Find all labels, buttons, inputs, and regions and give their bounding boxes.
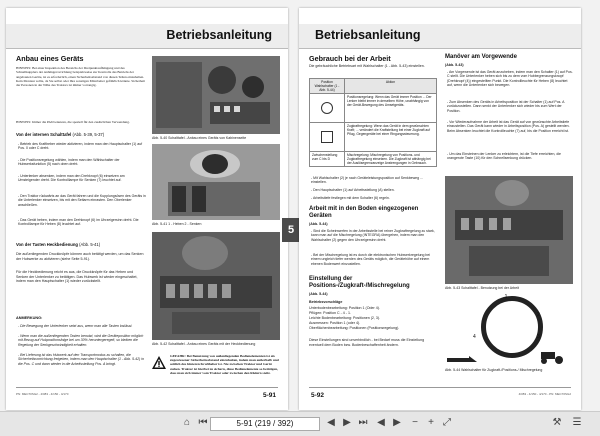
figure-work-panel: [445, 176, 573, 284]
next-page-button[interactable]: ▶: [343, 417, 351, 428]
mode-table: [309, 78, 437, 167]
bullet-item: - Arbeitstiefe festlegen mit dem Schalter (6) regeln.: [311, 196, 390, 200]
notes-title: ANMERKUNG:: [16, 316, 43, 320]
note-item: - Bei Lieferung ist das Hubwerk auf den Transportmodus zu schalten, die Sicherheitsvorrichtung freigeben, indem man den Hauptschalter (1 - Abb. 5-42) in die Pos. C und dann wieder in die Arbeitsstellung Pos. A bringt.: [18, 353, 144, 366]
header-title: Betriebsanleitung: [315, 28, 421, 42]
figure-rear-control: [152, 232, 280, 340]
mode-dial: [481, 296, 543, 358]
warning-text: [170, 354, 280, 375]
last-page-button[interactable]: ⏭: [358, 417, 368, 428]
settings-title: Betriebsvorschläge: [309, 300, 343, 304]
figure-lift-buttons: [152, 144, 280, 220]
bullet-text: Zum Absenken des Geräts in Arbeitsposition ist der Schalter (1) auf Pos. A zurückzustellen. Dann senkt der Unterlenker sich wieder bis zum Wert der Position.: [447, 100, 565, 113]
bullet-text: Das Gerät heben, indem man den Drehknopf (6) im Uhrzeigersinn dreht. Die Kontrolllampe für Heben (8) leuchtet auf.: [18, 218, 139, 227]
home-button[interactable]: ⌂: [183, 417, 191, 428]
table-cell: Zugkraftregelung: Wenn das Gerät in dem gewünschten Kraft; ... verändert die Kraftstellung bei einer Zugkraft auf Pflug, Gegengeräte bei einer Ringungssteuerung.: [345, 123, 437, 152]
figure-caption: Abb. 5-42 Schalttafel - Anbau eines Geräts mit der Heckbedienung: [152, 342, 256, 346]
table-row: [310, 94, 437, 123]
bullet-item: - Das Gerät heben, indem man den Drehknopf (6) im Uhrzeigersinn dreht. Die Kontrolllampe für Heben (8) leuchtet auf.: [18, 218, 139, 227]
dial-label: 2: [537, 312, 540, 318]
zoom-in-button[interactable]: +: [428, 417, 434, 428]
dial-label: 4: [473, 334, 476, 340]
figure-mode-dial: [445, 294, 573, 366]
bullet-item: - Am Vorgewende ist das Gerät anzuheben, indem man den Schalter (1) auf Pos. C stellt. Die Unterlenker heben sich bis zu dem vom Hubbegrenzungsknopf (Drehknopf (4)) eingestellten Punkt. Die Kontrollleuchte für Heben (8) leuchtet auf, wenn die Unterlenker sich bewegen.: [447, 70, 573, 88]
bullet-text: Vor Wiederaufnahme der Arbeit ist das Gerät auf von gewünschte Arbeitstiefe einzustellen. Das Gerät kann wieder in Arbeitsposition (Pos. A) gestellt werden. Beim Absenken leuchtet die Kontrollleuchte (7) auf, bis die Position erreicht ist.: [447, 120, 570, 133]
footer-rule: [16, 387, 278, 388]
chapter-tab: 5: [282, 218, 300, 242]
position-a-icon: [321, 102, 333, 114]
table-cell: [310, 94, 345, 123]
section-ref: (Abb. 5-44): [309, 222, 328, 226]
page-indicator[interactable]: 5-91 (219 / 392): [210, 417, 320, 431]
tractor-icon: [537, 350, 567, 364]
subheading-rear-control: [16, 242, 100, 247]
note-text: Die Bewegung der Unterlenker setzt aus, wenn man alle Tasten loslässt.: [20, 324, 133, 328]
bullet-item: - Mit Wahlschalter (2) je nach Geräteleistungsposition auf Senkbeweg ... einstellen.: [311, 176, 423, 185]
position-b-icon: [321, 131, 333, 143]
header-title: Betriebsanleitung: [166, 28, 272, 42]
subheading-text: Von der internen Schalttafel: [16, 132, 72, 137]
note-item: - Wenn man die außenliegenden Tasten benutzt, wird die Geräteposition möglich mit Bezug auf Hubpositionsfolge bei um 30% heruntergeregelt, so bleiben die Regelung der Senkgeschwindigkeit erhalten.: [18, 334, 144, 347]
paragraph: Für die Heckbedienung reicht es aus, die Druckknöpfe für das Heben und Senken der Unterlenker zu betätigen. Das Hubwerk ist wieder eingeschaltet, indem man den Hauptschalter (1) wieder zurückstellt.: [16, 270, 138, 283]
table-cell: Positionsregelung: Wenn das Gerät immer Position ... Der Lenker bleibt immer in derselben Höhe, unabhängig von der Gerät-Bewegung des Umsetgeräts.: [345, 94, 437, 123]
fullscreen-button[interactable]: ⤢: [443, 417, 451, 428]
bullet-item: - Den Hauptschalter (1) auf Arbeitsstellung (A) stellen.: [311, 188, 395, 192]
bullet-text: Am Vorgewende ist das Gerät anzuheben, indem man den Schalter (1) auf Pos. C stellt. Die Unterlenker heben sich bis zu dem vom Hubbegrenzungsknopf (Drehknopf (4)) eingestellten Punkt. Die Kontrollleuchte für Heben (8) leuchtet auf, wenn die Unterlenker sich bewegen.: [447, 70, 573, 88]
hint-paragraph-1: HINWEIS: Bei einer Inspektion des Bereichs der Dreipunktaufhängung und des Schnellkupplers der Anhängevorrichtung beispielsweise zur Kontrolle des Betriebs der angebauten Geräte, ist es erforderlich, einen Sicherheitsabstand von diesen Teilen einzuhalten. Kein Monteur sollte, da Sie selbst oder Ihre sonstigen Mitarbeiter gefährlich könnte. Sicherheit der Personen in der Nähe des Traktors ist immer vorrangig.: [16, 66, 145, 88]
setting-line: Oberflächenbearbeitung: Positionen (Positionsregelung).: [309, 326, 400, 330]
menu-button[interactable]: ☰: [572, 417, 582, 428]
table-cell: [310, 123, 345, 152]
previous-page-button[interactable]: ◀: [327, 417, 335, 428]
bullet-item: - Die Positionsregelung wählen, indem man den Wählschalter der Hubwerksfunktion (5) nach oben dreht.: [18, 158, 120, 167]
viewer-toolbar: [0, 411, 600, 436]
setting-line: Unterbodenbearbeitung: Position 1 (Oder 4).: [309, 306, 380, 310]
table-header-cell: Position Wahlschalter (1 - Abb. 5-44): [310, 79, 345, 94]
bullet-text: Den Hauptschalter (1) auf Arbeitsstellung (A) stellen.: [313, 188, 395, 192]
table-cell: Mischregelung: Mischregelung von Positions- und Zugkraftregelung einsetzen. Die Zugkraft ist abhängig bei der Auslösegrenzanzeige Anstrengungen in Gebrauch.: [345, 152, 437, 167]
table-row: [310, 152, 437, 167]
figure-caption: Abb. 5-41 1 - Heben 2 - Senken: [152, 222, 202, 226]
figure-caption: Abb. 5-43 Schalttafel - Benutzung bei der Arbeit: [445, 286, 519, 290]
bullet-text: Den Traktor rückwärts an das Gerät fahren und die Kupplungsösen des Geräts in die Unterlenker einsetzen, bis mit den Seitarm einrasten. Den Oberlenker anschließen.: [18, 194, 146, 207]
back-button[interactable]: ◀: [377, 417, 385, 428]
bullet-text: Um das Einsteinen der Lenker zu erleichtern, ist die Tiefe erreichten, die orangerote Taste (10) für den Schnellsenkung drücken.: [447, 152, 562, 161]
warning-box: [152, 354, 280, 390]
bullet-item: - Sind die Scheinwerfen in der Arbeitsstelle bei reiner Zugkraftregelung zu stark, kann man auf die Mischregelung (INTEGRA) übergehen, indem man den Wahlschalter (2) gegen den Uhrzeigersinn dreht.: [311, 229, 435, 242]
figure-cabin-panel: [152, 56, 280, 134]
tools-button[interactable]: ⚒: [552, 417, 562, 428]
paragraph: Die außenliegenden Druckknöpfe können auch betätigt werden, um das Senken der Hubwerke zu aktivieren (siehe Seite 5-91).: [16, 252, 144, 261]
section-title: Anbau eines Geräts: [16, 54, 84, 63]
page-header: [6, 24, 288, 49]
bullet-text: Mit Wahlschalter (2) je nach Geräteleistungsposition auf Senkbeweg ... einstellen.: [311, 176, 423, 185]
bullet-item: - Vor Wiederaufnahme der Arbeit ist das Gerät auf von gewünschte Arbeitstiefe einzustellen. Das Gerät kann wieder in Arbeitsposition (Pos. A) gestellt werden. Beim Absenken leuchtet die Kontrollleuchte (7) auf, bis die Position erreicht ist.: [447, 120, 570, 133]
first-page-button[interactable]: ⏮: [198, 417, 208, 428]
page-header: [299, 24, 581, 49]
right-page: [299, 8, 581, 410]
subheading-internal-panel: [16, 132, 104, 137]
left-page: [6, 8, 288, 410]
page-footer: 4/083 - 4/150 - 4/170 - PN: MEC70SG2: [518, 392, 571, 396]
figure-caption: Abb. 5-40 Schalttafel - Anbau eines Geräts von Kabinenseite: [152, 136, 247, 140]
section-title: Einstellung der Positions-/Zugkraft-/Mischregelung: [309, 276, 410, 289]
table-header-row: [310, 79, 437, 94]
intro-paragraph: Die gebräuchliche Betriebsart mit Wahlschalter (1 - Abb. 5-43) einstellen.: [309, 64, 425, 68]
bullet-text: Betrieb des Kraftheber wieder aktivieren, indem man den Hauptschalter (1) auf Pos. 0 oder C dreht.: [18, 142, 143, 151]
table-header-cell: Aktion: [345, 79, 437, 94]
setting-line: Pflügen: Position C - 4 - 1.: [309, 311, 351, 315]
footer-rule: [309, 387, 571, 388]
warning-body: Bei Benutzung von außenliegenden Bedienelementen ist als zugewiesener Sicherheitsabstand einzuhalten, indem man außerhalb und seitlich des hinteren Kraftheber ist. Nie zwischen Traktor und Gerät stehen. Traktor ist hierbei zu sichern, diese Bedienelemente so betätigen, dass man sich immer vom Traktor oder zwischen den Rädern steht.: [170, 354, 279, 375]
dial-label: 1: [504, 294, 508, 300]
section-title: Arbeit mit in den Boden eingezogenen Geräten: [309, 206, 419, 219]
table-row: [310, 123, 437, 152]
bullet-text: Bei der Mischregelung ist es durch die elektronischen Hubwerkregelung bei einem ungleich tiefer werden des Geräts möglich, die Gerätehöhe auf einem ebenen Bodenwert einzustellen.: [311, 253, 431, 266]
zoom-out-button[interactable]: −: [412, 417, 418, 428]
closing-paragraph: Diese Einstellungen sind unverbindlich - bei Bedarf muss die Einstellung eventuell dem Boden bzw. Bodenbeschaffenheit ändern.: [309, 338, 425, 347]
bullet-text: Sind die Scheinwerfen in der Arbeitsstelle bei reiner Zugkraftregelung zu stark, kann man auf die Mischregelung (INTEGRA) übergehen, indem man den Wahlschalter (2) gegen den Uhrzeigersinn dreht.: [311, 229, 435, 242]
subheading-ref: (Abb. 5-41): [79, 242, 101, 247]
subheading-text: Von der Tasten Heckbedienung: [16, 242, 78, 247]
bullet-text: Arbeitstiefe festlegen mit dem Schalter (6) regeln.: [312, 196, 390, 200]
figure-caption: Abb. 5-44 Wahlschalter für Zugkraft-/Positions-/ Mischregelung: [445, 368, 543, 372]
warning-title: GEFAHR:: [170, 354, 186, 358]
warning-icon: [152, 356, 166, 369]
bullet-item: - Zum Absenken des Geräts in Arbeitsposition ist der Schalter (1) auf Pos. A zurückzustellen. Dann senkt der Unterlenker sich wieder bis zum Wert der Position.: [447, 100, 565, 113]
page-number: 5-92: [311, 392, 325, 399]
implement-icon: [447, 352, 477, 364]
section-title: Gebrauch bei der Arbeit: [309, 54, 391, 63]
setting-line: Ausmessen: Position 1 (oder 4).: [309, 321, 361, 325]
bullet-item: - Um das Einsteinen der Lenker zu erleichtern, ist die Tiefe erreichten, die orangerote Taste (10) für den Schnellsenkung drücken.: [447, 152, 562, 161]
note-text: Bei Lieferung ist das Hubwerk auf den Transportmodus zu schalten, die Sicherheitsvorrichtung freigeben, indem man den Hauptschalter (1 - Abb. 5-42) in die Pos. C und dann wieder in die Arbeitsstellung Pos. A bringt.: [18, 353, 144, 366]
setting-line: Leichte Bodenbearbeitung: Positionen (2, 3).: [309, 316, 381, 320]
forward-button[interactable]: ▶: [393, 417, 401, 428]
page-number: 5-91: [262, 392, 276, 399]
subheading-ref: (Abb. 5-39, 5-37): [72, 132, 105, 137]
bullet-item: - Bei der Mischregelung ist es durch die elektronischen Hubwerkregelung bei einem ungleich tiefer werden des Geräts möglich, die Gerätehöhe auf einem ebenen Bodenwert einzustellen.: [311, 253, 431, 266]
table-cell: Zwischenstellung zum C bis D: [310, 152, 345, 167]
bullet-item: - Betrieb des Kraftheber wieder aktivieren, indem man den Hauptschalter (1) auf Pos. 0 oder C dreht.: [18, 142, 143, 151]
column-ref: (Abb. 5-43): [445, 63, 464, 67]
bullet-text: Unterlenker absenken, indem man den Drehknopf (6) einsetzen am Umsteigender dreht. Die Kontrolllampe für Senken (7) leuchtet auf.: [18, 174, 125, 183]
note-text: Wenn man die außenliegenden Tasten benutzt, wird die Geräteposition möglich mit Bezug auf Hubpositionsfolge bei um 30% heruntergeregelt, so bleiben die Regelung der Senkgeschwindigkeit erhalten.: [18, 334, 144, 347]
note-item: - Die Bewegung der Unterlenker setzt aus, wenn man alle Tasten loslässt.: [18, 324, 133, 328]
page-footer: PN: MEC70SG2 - 4/083 - 4/150 - 4/170: [16, 392, 69, 396]
section-ref: (Abb. 5-44): [309, 292, 328, 296]
bullet-text: Die Positionsregelung wählen, indem man den Wählschalter der Hubwerksfunktion (5) nach oben dreht.: [18, 158, 120, 167]
column-title: Manöver am Vorgewende: [445, 54, 517, 60]
bullet-item: - Unterlenker absenken, indem man den Drehknopf (6) einsetzen am Umsteigender dreht. Die Kontrolllampe für Senken (7) leuchtet auf.: [18, 174, 125, 183]
hint-paragraph-2: HINWEIS: Immer die PA6 benutzen, die speziell für den zusätzlichen Verwendung.: [16, 120, 130, 124]
bullet-item: - Den Traktor rückwärts an das Gerät fahren und die Kupplungsösen des Geräts in die Unterlenker einsetzen, bis mit den Seitarm einrasten. Den Oberlenker anschließen.: [18, 194, 146, 207]
dial-label: 3: [537, 334, 540, 340]
